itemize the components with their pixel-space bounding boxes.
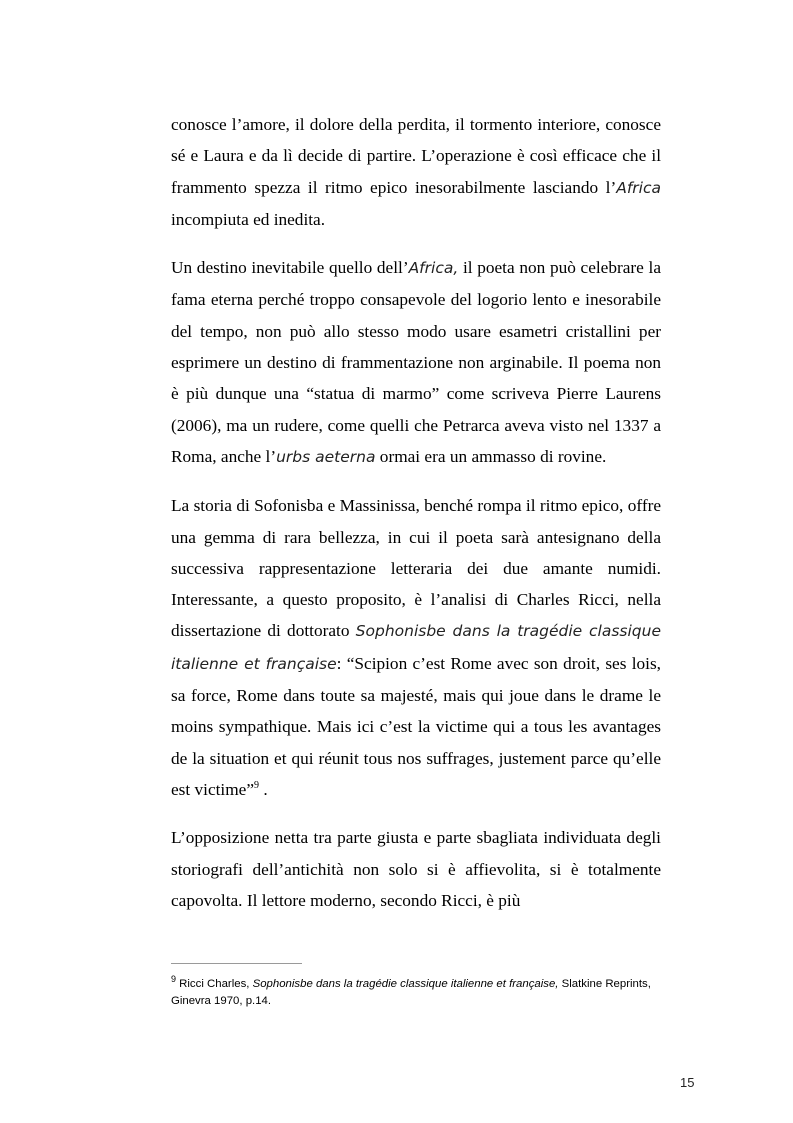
paragraph-4: L’opposizione netta tra parte giusta e parte sbagliata individuata degli storiografi dell’antichità non solo si è affievolita, si è totalmente capovolta. Il lettore moderno, secondo Ricci, è più xyxy=(171,828,661,910)
paragraph-1: conosce l’amore, il dolore della perdita, il tormento interiore, conosce sé e Laura e da lì decide di partire. L’operazione è così efficace che il frammento spezza il ritmo epico inesorabilmente lasciando l’Africa incompiuta ed inedita. xyxy=(171,115,661,229)
italic-title: Africa xyxy=(616,178,661,197)
page-number: 15 xyxy=(680,1075,695,1090)
footnote-reference[interactable]: 9 xyxy=(254,780,260,792)
paragraph-3: La storia di Sofonisba e Massinissa, benché rompa il ritmo epico, offre una gemma di rara bellezza, in cui il poeta sarà antesignano della successiva rappresentazione letteraria dei due amante numidi. Interessante, a questo proposito, è l’analisi di Charles Ricci, nella dissertazione di dottorato Sophonisbe dans la tragédie classique italienne et française: “Scipion c’est Rome avec son droit, ses lois, sa force, Rome dans toute sa majesté, mais qui joue dans le drame le moins sympathique. Mais ici c’est la victime qui a tous les avantages de la situation et qui réunit tous nos suffrages, justement parce qu’elle est victime”$^9$ . xyxy=(171,496,661,799)
italic-phrase: urbs aeterna xyxy=(276,447,376,466)
footnote: $^9$ Ricci Charles, Sophonisbe dans la tragédie classique italienne et française, Slatkine Reprints, Ginevra 1970, p.14. xyxy=(171,974,651,1007)
italic-title: Sophonisbe dans la tragédie classique italienne et française xyxy=(171,622,661,673)
body-text xyxy=(171,109,661,933)
footnote-mark: 9 xyxy=(171,974,177,985)
footnote-title: Sophonisbe dans la tragédie classique italienne et française, xyxy=(252,978,559,990)
footnote-separator xyxy=(171,963,302,964)
paragraph-2: Un destino inevitabile quello dell’Africa, il poeta non può celebrare la fama eterna perché troppo consapevole del logorio lento e inesorabile del tempo, non può allo stesso modo usare esametri cristallini per esprimere un destino di frammentazione non arginabile. Il poema non è più dunque una “statua di marmo” come scriveva Pierre Laurens (2006), ma un rudere, come quelli che Petrarca aveva visto nel 1337 a Roma, anche l’urbs aeterna ormai era un ammasso di rovine. xyxy=(171,258,661,466)
italic-title: Africa, xyxy=(408,259,459,278)
